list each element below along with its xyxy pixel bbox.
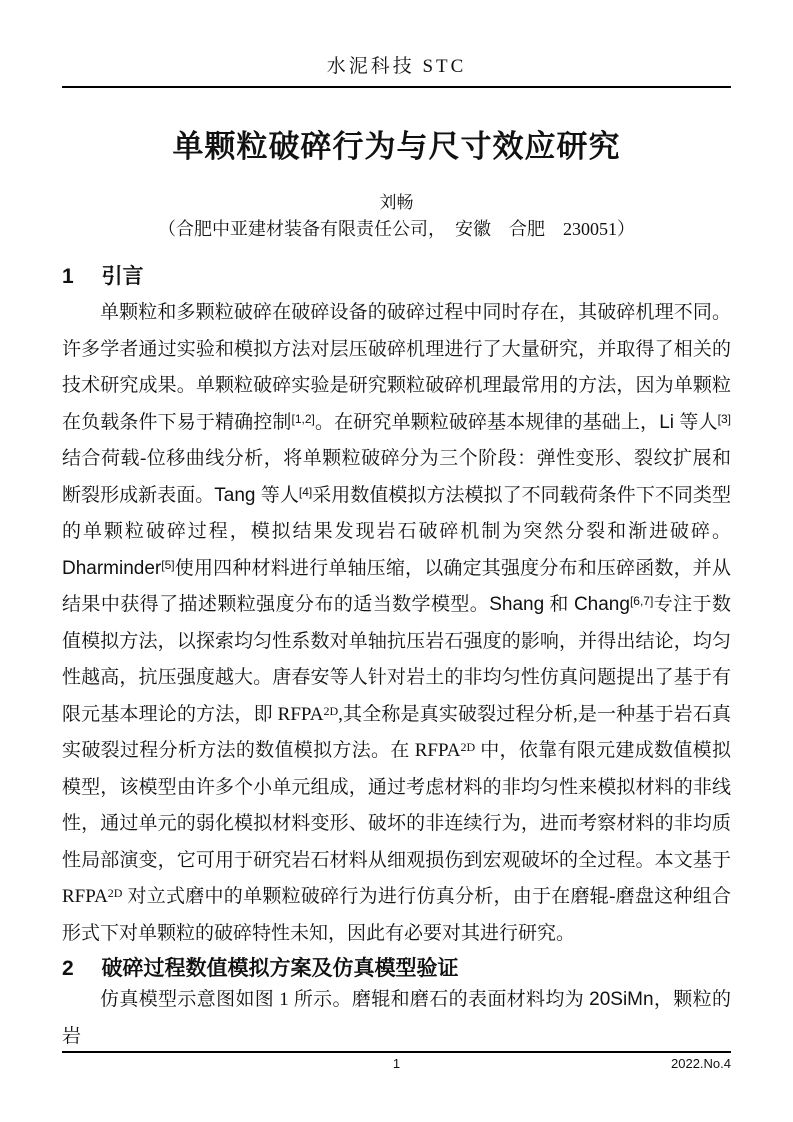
section-1-heading (62, 263, 731, 290)
footer-row (62, 1055, 731, 1073)
author-name: 刘畅 (379, 193, 414, 212)
section-1-title: 引言 (101, 265, 144, 288)
section-2-number: 2 (62, 957, 74, 980)
page-number: 1 (392, 1056, 401, 1071)
section-2-title: 破碎过程数值模拟方案及仿真模型验证 (101, 957, 459, 980)
section-2-heading (62, 955, 731, 982)
paper-title: 单颗粒破碎行为与尺寸效应研究 (172, 129, 621, 164)
header-rule (62, 86, 731, 88)
section-1-number: 1 (62, 265, 74, 288)
author-affiliation: （合肥中亚建材装备有限责任公司， 安徽 合肥 230051） (158, 219, 635, 239)
issue-label: 2022.No.4 (671, 1056, 731, 1071)
journal-header-title: 水泥科技 STC (326, 56, 467, 77)
page-footer (62, 1051, 731, 1073)
footer-rule (62, 1051, 731, 1053)
section-2-paragraph: 仿真模型示意图如图 1 所示。磨辊和磨石的表面材料均为 20SiMn，颗粒的岩 (62, 989, 731, 1047)
section-1-paragraph: 单颗粒和多颗粒破碎在破碎设备的破碎过程中同时存在，其破碎机理不同。许多学者通过实验和模拟方法对层压破碎机理进行了大量研究，并取得了相关的技术研究成果。单颗粒破碎实验是研究颗粒破碎机理最常用的方法，因为单颗粒在负载条件下易于精确控制[1,2]。在研究单颗粒破碎基本规律的基础上，Li 等人[3]结合荷载-位移曲线分析，将单颗粒破碎分为三个阶段：弹性变形、裂纹扩展和断裂形成新表面。Tang 等人[4]采用数值模拟方法模拟了不同载荷条件下不同类型的单颗粒破碎过程，模拟结果发现岩石破碎机制为突然分裂和渐进破碎。Dharminder[5]使用四种材料进行单轴压缩，以确定其强度分布和压碎函数，并从结果中获得了描述颗粒强度分布的适当数学模型。Shang 和 Chang[6,7]专注于数值模拟方法，以探索均匀性系数对单轴抗压岩石强度的影响，并得出结论，均匀性越高，抗压强度越大。唐春安等人针对岩土的非均匀性仿真问题提出了基于有限元基本理论的方法，即 $RFPA^{2D}$,其全称是真实破裂过程分析,是一种基于岩石真实破裂过程分析方法的数值模拟方法。在 $RFPA^{2D}$ 中，依靠有限元建成数值模拟模型，该模型由许多个小单元组成，通过考虑材料的非均匀性来模拟材料的非线性，通过单元的弱化模拟材料变形、破坏的非连续行为，进而考察材料的非均质性局部演变，它可用于研究岩石材料从细观损伤到宏观破坏的全过程。本文基于 $RFPA^{2D}$ 对立式磨中的单颗粒破碎行为进行仿真分析，由于在磨辊-磨盘这种组合形式下对单颗粒的破碎特性未知，因此有必要对其进行研究。 (62, 302, 731, 944)
